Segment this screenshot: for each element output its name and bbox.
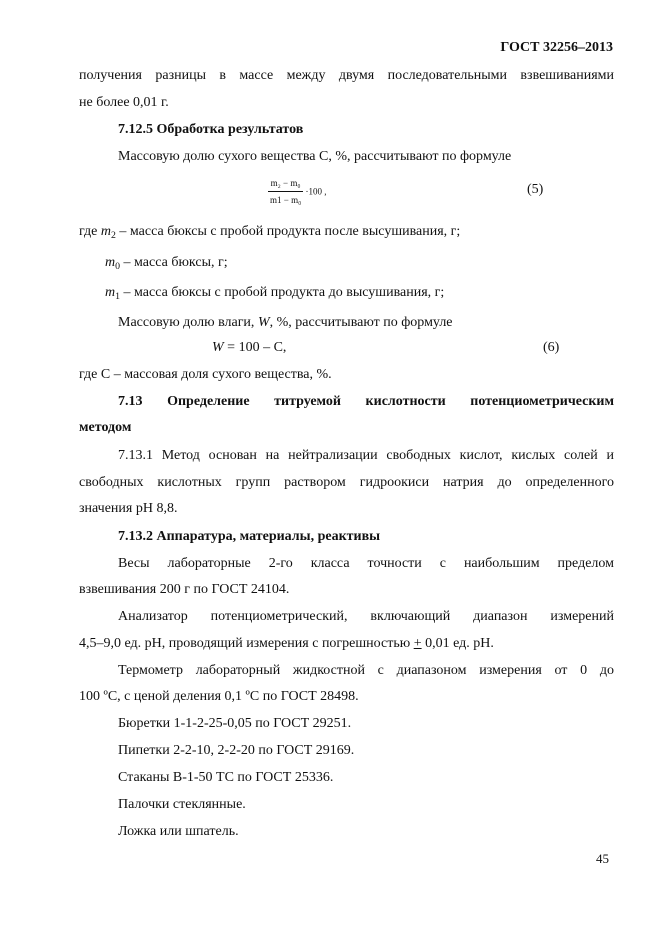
section-heading-7-13-cont: методом [79, 420, 132, 435]
paragraph-line: не более 0,01 г. [79, 95, 169, 110]
fraction-bar [268, 191, 303, 192]
variable-symbol: W [212, 340, 224, 355]
paragraph-line: 7.13.1 Метод основан на нейтрализации свободных кислот, кислых солей и [118, 448, 614, 463]
text-fragment: 0,01 ед. pH. [421, 636, 494, 651]
formula-number-5: (5) [527, 182, 544, 197]
variable-description: – масса бюксы с пробой продукта до высушивания, г; [120, 285, 445, 300]
variable-definition-m0 [105, 255, 228, 275]
paragraph-line: получения разницы в массе между двумя последовательными взвешиваниями [79, 68, 614, 83]
document-code-header: ГОСТ 32256–2013 [500, 40, 613, 55]
variable-subscript: 1 [115, 291, 121, 302]
formula-expression: = 100 – С, [223, 340, 287, 355]
paragraph-line: где С – массовая доля сухого вещества, %. [79, 367, 332, 382]
paragraph-line: Весы лабораторные 2-го класса точности с наибольшим пределом [118, 556, 614, 571]
variable-symbol: m [100, 224, 112, 239]
variable-description: – масса бюксы с пробой продукта после высушивания, г; [115, 224, 461, 239]
formula-denominator: m1 − m₀ [270, 195, 302, 205]
variable-definition-m2 [79, 224, 460, 244]
paragraph-line: взвешивания 200 г по ГОСТ 24104. [79, 582, 290, 597]
variable-subscript: 2 [111, 230, 116, 241]
list-item: Ложка или шпатель. [118, 824, 239, 839]
section-heading-7-12-5: 7.12.5 Обработка результатов [118, 122, 304, 137]
paragraph-line [79, 636, 494, 652]
list-item: Стаканы В-1-50 ТС по ГОСТ 25336. [118, 770, 334, 785]
formula-6 [212, 340, 286, 356]
formula-multiplier: ·100 , [305, 186, 327, 197]
variable-symbol: W [257, 315, 270, 330]
variable-definition-m1 [105, 285, 444, 305]
page-number: 45 [596, 851, 609, 866]
text-fragment: Массовую долю влаги, [118, 315, 258, 330]
paragraph-line: Анализатор потенциометрический, включающий диапазон измерений [118, 609, 614, 624]
variable-subscript: 0 [115, 261, 121, 272]
text-fragment: 4,5–9,0 ед. pH, проводящий измерения с погрешностью [79, 636, 414, 651]
section-heading-7-13-2: 7.13.2 Аппаратура, материалы, реактивы [118, 529, 381, 544]
variable-symbol: m [105, 255, 116, 270]
variable-description: – масса бюксы, г; [120, 255, 228, 270]
formula-numerator: m₂ − m₀ [270, 178, 301, 188]
paragraph-line [118, 315, 453, 331]
paragraph-line: значения pH 8,8. [79, 501, 178, 516]
list-item: Бюретки 1-1-2-25-0,05 по ГОСТ 29251. [118, 716, 352, 731]
where-prefix: где [79, 224, 101, 239]
paragraph-line: Массовую долю сухого вещества C, %, рассчитывают по формуле [118, 149, 512, 164]
list-item: Пипетки 2-2-10, 2-2-20 по ГОСТ 29169. [118, 743, 355, 758]
section-heading-7-13: 7.13 Определение титруемой кислотности потенциометрическим [118, 394, 614, 409]
formula-5 [268, 178, 326, 205]
paragraph-line: 100 ºС, с ценой деления 0,1 ºС по ГОСТ 28498. [79, 689, 359, 704]
formula-number-6: (6) [543, 340, 560, 355]
list-item: Палочки стеклянные. [118, 797, 246, 812]
text-fragment: , %, рассчитывают по формуле [269, 315, 453, 330]
paragraph-line: Термометр лабораторный жидкостной с диапазоном измерения от 0 до [118, 663, 614, 678]
variable-symbol: m [105, 285, 116, 300]
paragraph-line: свободных кислотных групп раствором гидроокиси натрия до определенного [79, 475, 614, 490]
plus-minus-sign: + [413, 636, 422, 651]
